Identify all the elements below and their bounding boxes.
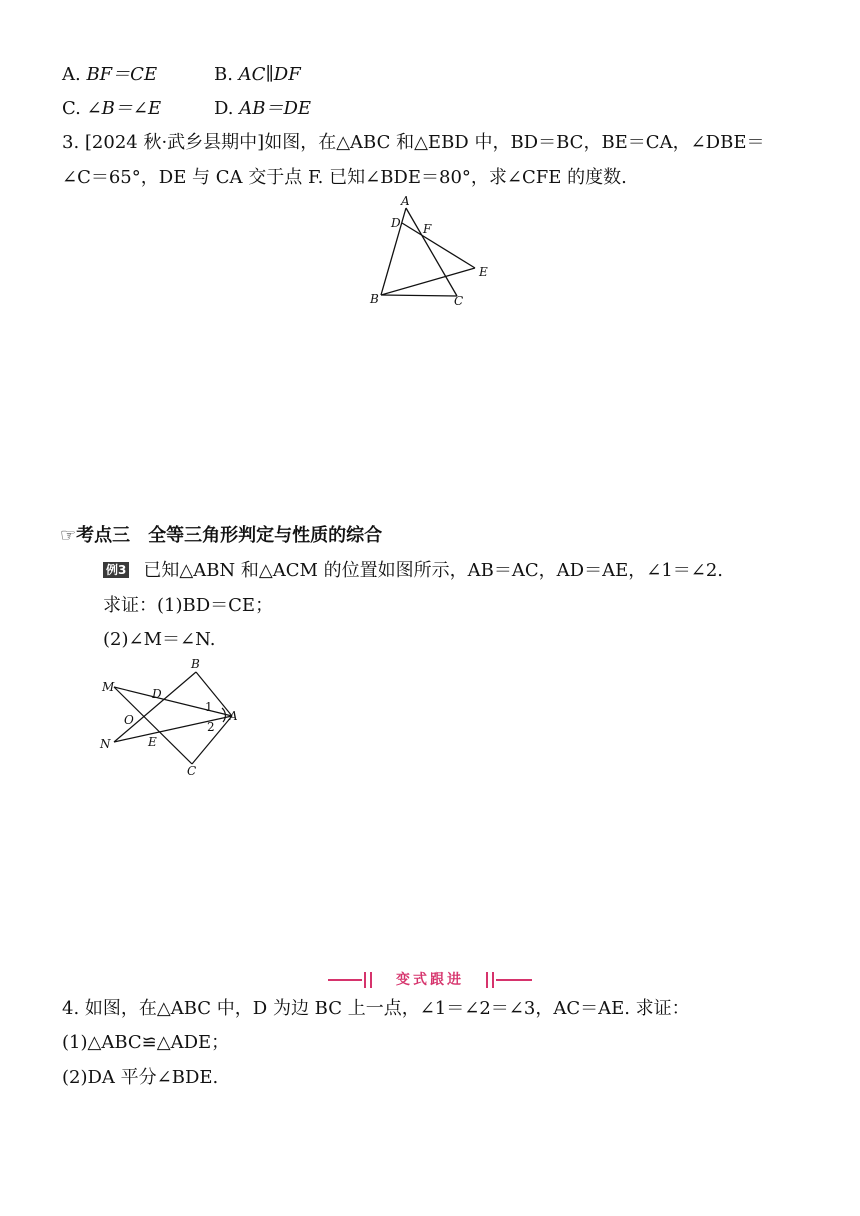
pointing-hand-icon: ☞ — [60, 525, 77, 546]
point-label-e: E — [479, 265, 488, 279]
followup-label: 变式跟进 — [396, 972, 464, 988]
q3-triangle-figure — [362, 195, 502, 307]
angle-label-2: 2 — [207, 720, 215, 734]
point-label-a: A — [401, 195, 410, 208]
angle-arc — [222, 708, 225, 722]
point-label-m: M — [102, 680, 115, 694]
q3-text-line-1: 3. [2024 秋·武乡县期中]如图，在△ABC 和△EBD 中，BD＝BC，BE＝CA，∠DBE＝ — [62, 132, 765, 153]
q2-option-c[interactable]: C. ∠B＝∠E — [62, 98, 162, 119]
divider-bar-right-1 — [486, 972, 488, 988]
example3-line-3: (2)∠M＝∠N. — [103, 629, 216, 650]
segment-bc — [381, 295, 457, 296]
divider-rule-right — [496, 979, 532, 981]
angle-label-1: 1 — [205, 700, 213, 714]
q4-text-line-2: (1)△ABC≌△ADE； — [62, 1032, 230, 1053]
point-label-d: D — [152, 687, 162, 701]
segment-ba — [196, 672, 232, 716]
example-badge: 例3 — [103, 562, 129, 578]
q2-option-b[interactable]: B. AC∥DF — [214, 64, 301, 85]
point-label-b: B — [370, 292, 379, 306]
point-label-n: N — [100, 737, 111, 751]
point-label-e: E — [148, 735, 157, 749]
point-label-f: F — [423, 222, 432, 236]
section-title: 考点三 全等三角形判定与性质的综合 — [76, 525, 383, 546]
segment-be — [381, 268, 475, 295]
q2-option-a[interactable]: A. BF＝CE — [62, 64, 158, 85]
followup-divider — [0, 969, 860, 991]
point-label-a: A — [229, 709, 238, 723]
point-label-c: C — [454, 294, 464, 307]
q2-option-d[interactable]: D. AB＝DE — [214, 98, 312, 119]
point-label-d: D — [391, 216, 401, 230]
example3-figure — [92, 656, 252, 780]
example3-line-2: 求证：(1)BD＝CE； — [103, 595, 274, 616]
divider-bar-right-2 — [492, 972, 494, 988]
point-label-c: C — [187, 764, 197, 778]
example3-line-1: 例3 已知△ABN 和△ACM 的位置如图所示，AB＝AC，AD＝AE，∠1＝∠2. — [103, 559, 723, 583]
point-label-b: B — [191, 657, 200, 671]
point-label-o: O — [124, 713, 134, 727]
divider-bar-left-1 — [364, 972, 366, 988]
segment-bn — [114, 672, 196, 742]
q4-text-line-1: 4. 如图，在△ABC 中，D 为边 BC 上一点，∠1＝∠2＝∠3，AC＝AE. 求证： — [62, 998, 690, 1019]
divider-rule-left — [328, 979, 362, 981]
q3-text-line-2: ∠C＝65°，DE 与 CA 交于点 F. 已知∠BDE＝80°，求∠CFE 的度数. — [62, 167, 627, 188]
section-heading — [60, 524, 382, 548]
q4-text-line-3: (2)DA 平分∠BDE. — [62, 1067, 219, 1088]
divider-bar-left-2 — [370, 972, 372, 988]
segment-de — [402, 223, 475, 268]
